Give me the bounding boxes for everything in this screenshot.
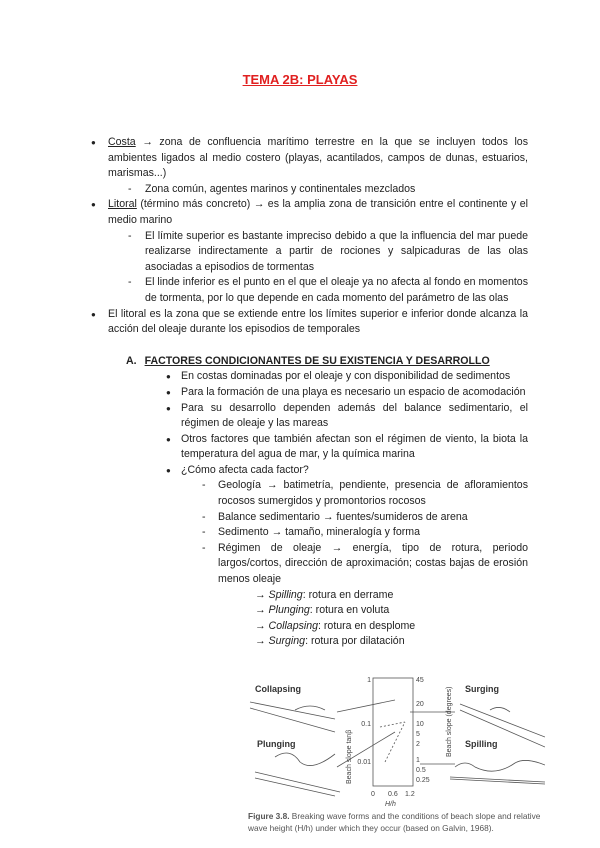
label-collapsing: Collapsing <box>255 684 302 694</box>
document-body <box>0 135 600 834</box>
sub-item: - El linde inferior es el punto en el que el oleaje ya no afecta al fondo en momentos de tormenta, por lo que depende en cada momento del parámetro de las olas <box>145 275 528 306</box>
section-letter: A. <box>126 354 137 367</box>
list-item: ● ¿Cómo afecta cada factor? <box>181 463 528 479</box>
breaker-name: Spilling <box>268 588 303 601</box>
label-spilling: Spilling <box>465 739 498 749</box>
spilling-wave <box>455 760 545 771</box>
sub-item: - Sedimento → tamaño, mineralogía y forma <box>218 525 528 541</box>
figure-caption <box>248 810 548 834</box>
chart-frame <box>373 678 413 786</box>
bullet-costa <box>108 135 528 182</box>
left-tick: 1 <box>367 677 371 684</box>
breaker-item: → Spilling: rotura en derrame <box>255 588 394 601</box>
spilling-beach <box>450 777 545 784</box>
sub-item: - Geología → batimetría, pendiente, presencia de afloramientos rocosos sumergidos y promontorios rocosos <box>218 478 528 509</box>
x-tick: 0.6 <box>388 791 398 798</box>
sub-item: - Balance sedimentario → fuentes/sumideros de arena <box>218 510 528 526</box>
right-tick: 0.5 <box>416 767 426 774</box>
breaker-name: Surging <box>268 635 306 648</box>
breaker-desc: : rotura en derrame <box>302 588 394 601</box>
breaker-name: Plunging <box>268 604 310 617</box>
section-heading: FACTORES CONDICIONANTES DE SU EXISTENCIA Y DESARROLLO <box>144 354 490 367</box>
left-tick: 0.1 <box>361 721 371 728</box>
breaking-wave-figure <box>245 672 545 810</box>
list-item: ● Otros factores que también afectan son el régimen de viento, la biota la temperatura del agua de mar, y la química marina <box>181 432 528 463</box>
list-item: ● Para la formación de una playa es necesario un espacio de acomodación <box>181 385 528 401</box>
right-tick: 2 <box>416 741 420 748</box>
bullet-text: (término más concreto) → es la amplia zona de transición entre el continente y el medio marino <box>108 198 528 226</box>
x-label: H/h <box>385 801 396 808</box>
section-header <box>126 354 528 370</box>
x-tick: 1.2 <box>405 791 415 798</box>
right-tick: 5 <box>416 731 420 738</box>
bullet-litoral <box>108 197 528 228</box>
right-tick: 45 <box>416 677 424 684</box>
sub-item: - Régimen de oleaje → energía, tipo de rotura, periodo largos/cortos, dirección de aproximación; costas bajas de erosión menos oleaje <box>218 541 528 588</box>
surging-wave <box>490 707 510 712</box>
plunging-wave <box>275 753 335 766</box>
breaker-item: → Surging: rotura por dilatación <box>255 635 405 648</box>
page-title: TEMA 2B: PLAYAS <box>242 72 358 87</box>
breaker-item: → Plunging: rotura en voluta <box>255 604 390 617</box>
plunging-beach <box>255 772 340 796</box>
collapsing-beach <box>250 702 335 732</box>
caption-label: Figure 3.8. <box>248 811 290 821</box>
sub-item: - El límite superior es bastante impreciso debido a que la influencia del mar puede realizarse indirectamente a partir de rociones y salpicaduras de las olas asociadas a episodios de tormentas <box>145 229 528 276</box>
boundary-lines <box>380 722 405 762</box>
x-tick: 0 <box>371 791 375 798</box>
left-tick: 0.01 <box>357 759 371 766</box>
collapsing-wave <box>295 706 325 710</box>
label-surging: Surging <box>465 684 499 694</box>
breaker-desc: : rotura en voluta <box>309 604 390 617</box>
breaker-name: Collapsing <box>268 619 319 632</box>
right-tick: 10 <box>416 721 424 728</box>
term: Costa <box>108 136 136 148</box>
left-axis-title: Beach slope tanβ <box>346 729 353 784</box>
breaker-desc: : rotura por dilatación <box>305 635 405 648</box>
right-tick: 20 <box>416 701 424 708</box>
bullet-text: → zona de confluencia marítimo terrestre en la que se incluyen todos los ambientes ligados al medio costero (playas, acantilados, campos de dunas, estuarios, marismas...) <box>108 136 528 180</box>
list-item: ● Para su desarrollo dependen además del balance sedimentario, el régimen de oleaje y las mareas <box>181 401 528 432</box>
sub-item: - Zona común, agentes marinos y continentales mezclados <box>145 182 528 198</box>
label-plunging: Plunging <box>257 739 296 749</box>
caption-text: Breaking wave forms and the conditions of beach slope and relative wave height (H/h) under which they occur (based on Galvin, 1968). <box>248 811 541 833</box>
breaker-desc: : rotura en desplome <box>318 619 416 632</box>
breaker-item: → Collapsing: rotura en desplome <box>255 619 416 632</box>
arrows <box>337 700 455 767</box>
list-item: ● En costas dominadas por el oleaje y con disponibilidad de sedimentos <box>181 369 528 385</box>
right-tick: 1 <box>416 757 420 764</box>
right-tick: 0.25 <box>416 777 430 784</box>
term: Litoral <box>108 198 137 211</box>
right-axis-title: Beach slope (degrees) <box>446 686 453 757</box>
bullet-litoral-def: ● El litoral es la zona que se extiende entre los límites superior e inferior donde alcanza la acción del oleaje durante los episodios de temporales <box>108 307 528 338</box>
